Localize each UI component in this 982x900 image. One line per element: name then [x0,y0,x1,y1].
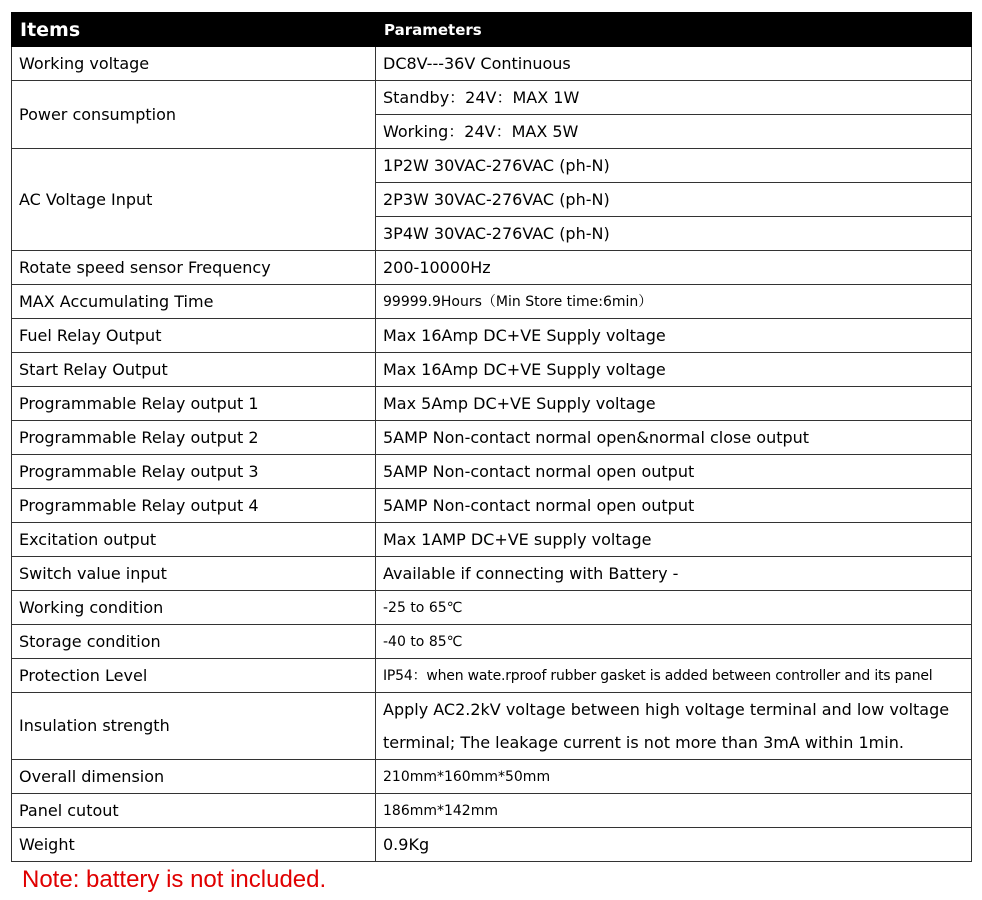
table-row [12,251,972,285]
value-cell: 5AMP Non-contact normal open&normal close output [376,421,972,455]
table-row [12,557,972,591]
item-cell: Power consumption [12,81,376,149]
value-cell: Max 5Amp DC+VE Supply voltage [376,387,972,421]
table-row [12,387,972,421]
value-cell: 2P3W 30VAC-276VAC (ph-N) [376,183,972,217]
value-cell: 200-10000Hz [376,251,972,285]
header-items: Items [12,13,376,47]
value-cell: Standby：24V：MAX 1W [376,81,972,115]
header-parameters: Parameters [376,13,972,47]
table-row [12,149,972,183]
value-cell: DC8V---36V Continuous [376,47,972,81]
value-cell: 5AMP Non-contact normal open output [376,489,972,523]
value-cell: -40 to 85℃ [376,625,972,659]
table-row [12,47,972,81]
value-cell: Working：24V：MAX 5W [376,115,972,149]
battery-note: Note: battery is not included. [22,866,327,893]
item-cell: Switch value input [12,557,376,591]
table-row [12,794,972,828]
item-cell: Overall dimension [12,760,376,794]
value-cell: Max 16Amp DC+VE Supply voltage [376,353,972,387]
table-row [12,353,972,387]
item-cell: Programmable Relay output 4 [12,489,376,523]
item-cell: Programmable Relay output 3 [12,455,376,489]
value-cell: 99999.9Hours（Min Store time:6min） [376,285,972,319]
item-cell: Storage condition [12,625,376,659]
table-row [12,489,972,523]
table-row [12,693,972,760]
item-cell: Insulation strength [12,693,376,760]
value-cell: 0.9Kg [376,828,972,862]
item-cell: Weight [12,828,376,862]
value-cell: Apply AC2.2kV voltage between high voltage terminal and low voltage terminal; The leakage current is not more than 3mA within 1min. [376,693,972,760]
item-cell: Rotate speed sensor Frequency [12,251,376,285]
value-cell: 186mm*142mm [376,794,972,828]
table-row [12,828,972,862]
table-row [12,319,972,353]
table-row [12,455,972,489]
value-cell: Available if connecting with Battery - [376,557,972,591]
table-row [12,659,972,693]
item-cell: Working condition [12,591,376,625]
item-cell: Start Relay Output [12,353,376,387]
value-cell: 1P2W 30VAC-276VAC (ph-N) [376,149,972,183]
table-row [12,523,972,557]
table-row [12,421,972,455]
item-cell: Panel cutout [12,794,376,828]
item-cell: MAX Accumulating Time [12,285,376,319]
item-cell: Excitation output [12,523,376,557]
item-cell: Programmable Relay output 1 [12,387,376,421]
value-cell: Max 16Amp DC+VE Supply voltage [376,319,972,353]
table-header-row [12,13,972,47]
table-row [12,591,972,625]
value-cell: 3P4W 30VAC-276VAC (ph-N) [376,217,972,251]
value-cell: Max 1AMP DC+VE supply voltage [376,523,972,557]
value-cell: 210mm*160mm*50mm [376,760,972,794]
item-cell: Programmable Relay output 2 [12,421,376,455]
table-row [12,285,972,319]
item-cell: Fuel Relay Output [12,319,376,353]
value-cell: IP54：when wate.rproof rubber gasket is added between controller and its panel [376,659,972,693]
value-cell: 5AMP Non-contact normal open output [376,455,972,489]
item-cell: Working voltage [12,47,376,81]
table-row [12,760,972,794]
item-cell: Protection Level [12,659,376,693]
spec-table [11,12,972,862]
item-cell: AC Voltage Input [12,149,376,251]
table-row [12,81,972,115]
table-row [12,625,972,659]
value-cell: -25 to 65℃ [376,591,972,625]
